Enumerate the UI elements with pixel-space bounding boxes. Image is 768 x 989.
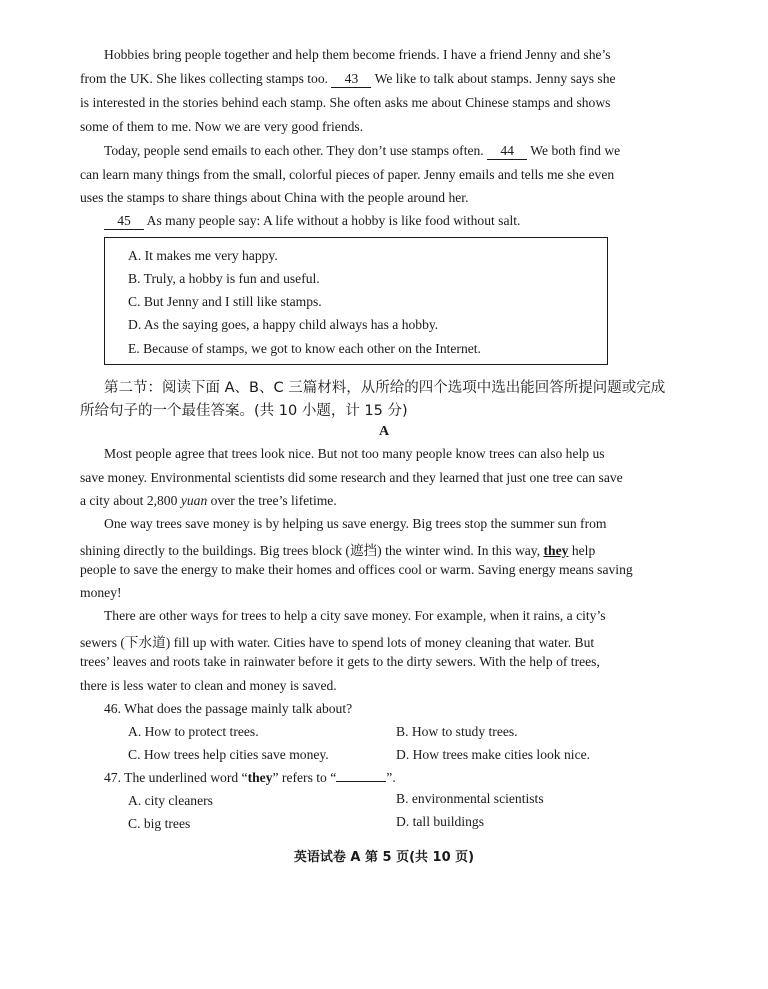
- passage-a-heading: A: [378, 424, 390, 439]
- passage-a-line: One way trees save money is by helping us save energy. Big trees stop the summer sun from: [104, 516, 607, 531]
- option-c: C. But Jenny and I still like stamps.: [128, 294, 322, 309]
- passage1-line: is interested in the stories behind each stamp. She often asks me about Chinese stamps and shows: [80, 95, 611, 110]
- passage-a-line: [80, 493, 337, 509]
- option-a: A. It makes me very happy.: [128, 248, 278, 263]
- section2-instruction: 所给句子的一个最佳答案。(共 10 小题，计 15 分): [80, 403, 408, 419]
- q47-option-d: D. tall buildings: [396, 814, 484, 829]
- text-span: As many people say: A life without a hobby is like food without salt.: [146, 213, 521, 228]
- blank-44: 44: [487, 143, 527, 160]
- q46-option-a: A. How to protect trees.: [128, 724, 259, 739]
- passage-a-line: Most people agree that trees look nice. But not too many people know trees can also help us: [104, 446, 605, 461]
- text-span: We like to talk about stamps. Jenny says she: [374, 71, 616, 86]
- option-b: B. Truly, a hobby is fun and useful.: [128, 271, 320, 286]
- text-span: We both find we: [530, 143, 621, 158]
- text-span: help: [571, 543, 596, 558]
- text-span: a city about 2,800: [80, 493, 178, 508]
- q47-option-c: C. big trees: [128, 816, 191, 831]
- passage-a-line: save money. Environmental scientists did some research and they learned that just one tree can save: [80, 470, 623, 485]
- blank-43: 43: [331, 71, 371, 88]
- question-46-stem: 46. What does the passage mainly talk about?: [104, 701, 353, 716]
- passage-a-line: sewers (下水道) fill up with water. Cities have to spend lots of money cleaning that water. But: [80, 635, 595, 650]
- passage1-line: [104, 143, 620, 160]
- page-footer: 英语试卷 A 第 5 页(共 10 页): [293, 850, 475, 865]
- text-span: ” refers to “: [272, 770, 337, 785]
- passage1-line: Hobbies bring people together and help them become friends. I have a friend Jenny and she’s: [104, 47, 611, 62]
- passage1-line: some of them to me. Now we are very good friends.: [80, 119, 364, 134]
- passage-a-line: trees’ leaves and roots take in rainwater before it gets to the dirty sewers. With the help of trees,: [80, 654, 600, 669]
- text-span: Today, people send emails to each other. They don’t use stamps often.: [104, 143, 484, 158]
- passage1-line: can learn many things from the small, colorful pieces of paper. Jenny emails and tells me she even: [80, 167, 615, 182]
- passage1-line: [80, 71, 616, 88]
- passage1-line: uses the stamps to share things about China with the people around her.: [80, 190, 469, 205]
- text-span: shining directly to the buildings. Big trees block (遮挡) the winter wind. In this way,: [80, 543, 541, 558]
- q46-option-c: C. How trees help cities save money.: [128, 747, 329, 762]
- text-span: from the UK. She likes collecting stamps too.: [80, 71, 329, 86]
- underlined-they: they: [543, 543, 569, 558]
- text-span: ”.: [386, 770, 396, 785]
- text-span: 47. The underlined word “: [104, 770, 248, 785]
- q46-option-d: D. How trees make cities look nice.: [396, 747, 591, 762]
- passage1-line: [104, 213, 520, 230]
- passage-a-line: money!: [80, 585, 122, 600]
- section2-instruction: 第二节：阅读下面 A、B、C 三篇材料，从所给的四个选项中选出能回答所提问题或完成: [104, 380, 666, 396]
- passage-a-line: [80, 539, 595, 559]
- blank-45: 45: [104, 213, 144, 230]
- blank-47: [336, 781, 386, 782]
- option-e: E. Because of stamps, we got to know each other on the Internet.: [128, 341, 481, 356]
- q47-option-a: A. city cleaners: [128, 793, 213, 808]
- text-span: over the tree’s lifetime.: [210, 493, 337, 508]
- passage-a-line: There are other ways for trees to help a city save money. For example, when it rains, a city’s: [104, 608, 606, 623]
- passage-a-line: there is less water to clean and money is saved.: [80, 678, 337, 693]
- passage-a-line: people to save the energy to make their homes and offices cool or warm. Saving energy means saving: [80, 562, 633, 577]
- q47-option-b: B. environmental scientists: [396, 791, 544, 806]
- yuan-italic: yuan: [180, 493, 208, 508]
- bold-they: they: [247, 770, 273, 785]
- q46-option-b: B. How to study trees.: [396, 724, 518, 739]
- option-d: D. As the saying goes, a happy child always has a hobby.: [128, 317, 439, 332]
- question-47-stem: [104, 770, 396, 786]
